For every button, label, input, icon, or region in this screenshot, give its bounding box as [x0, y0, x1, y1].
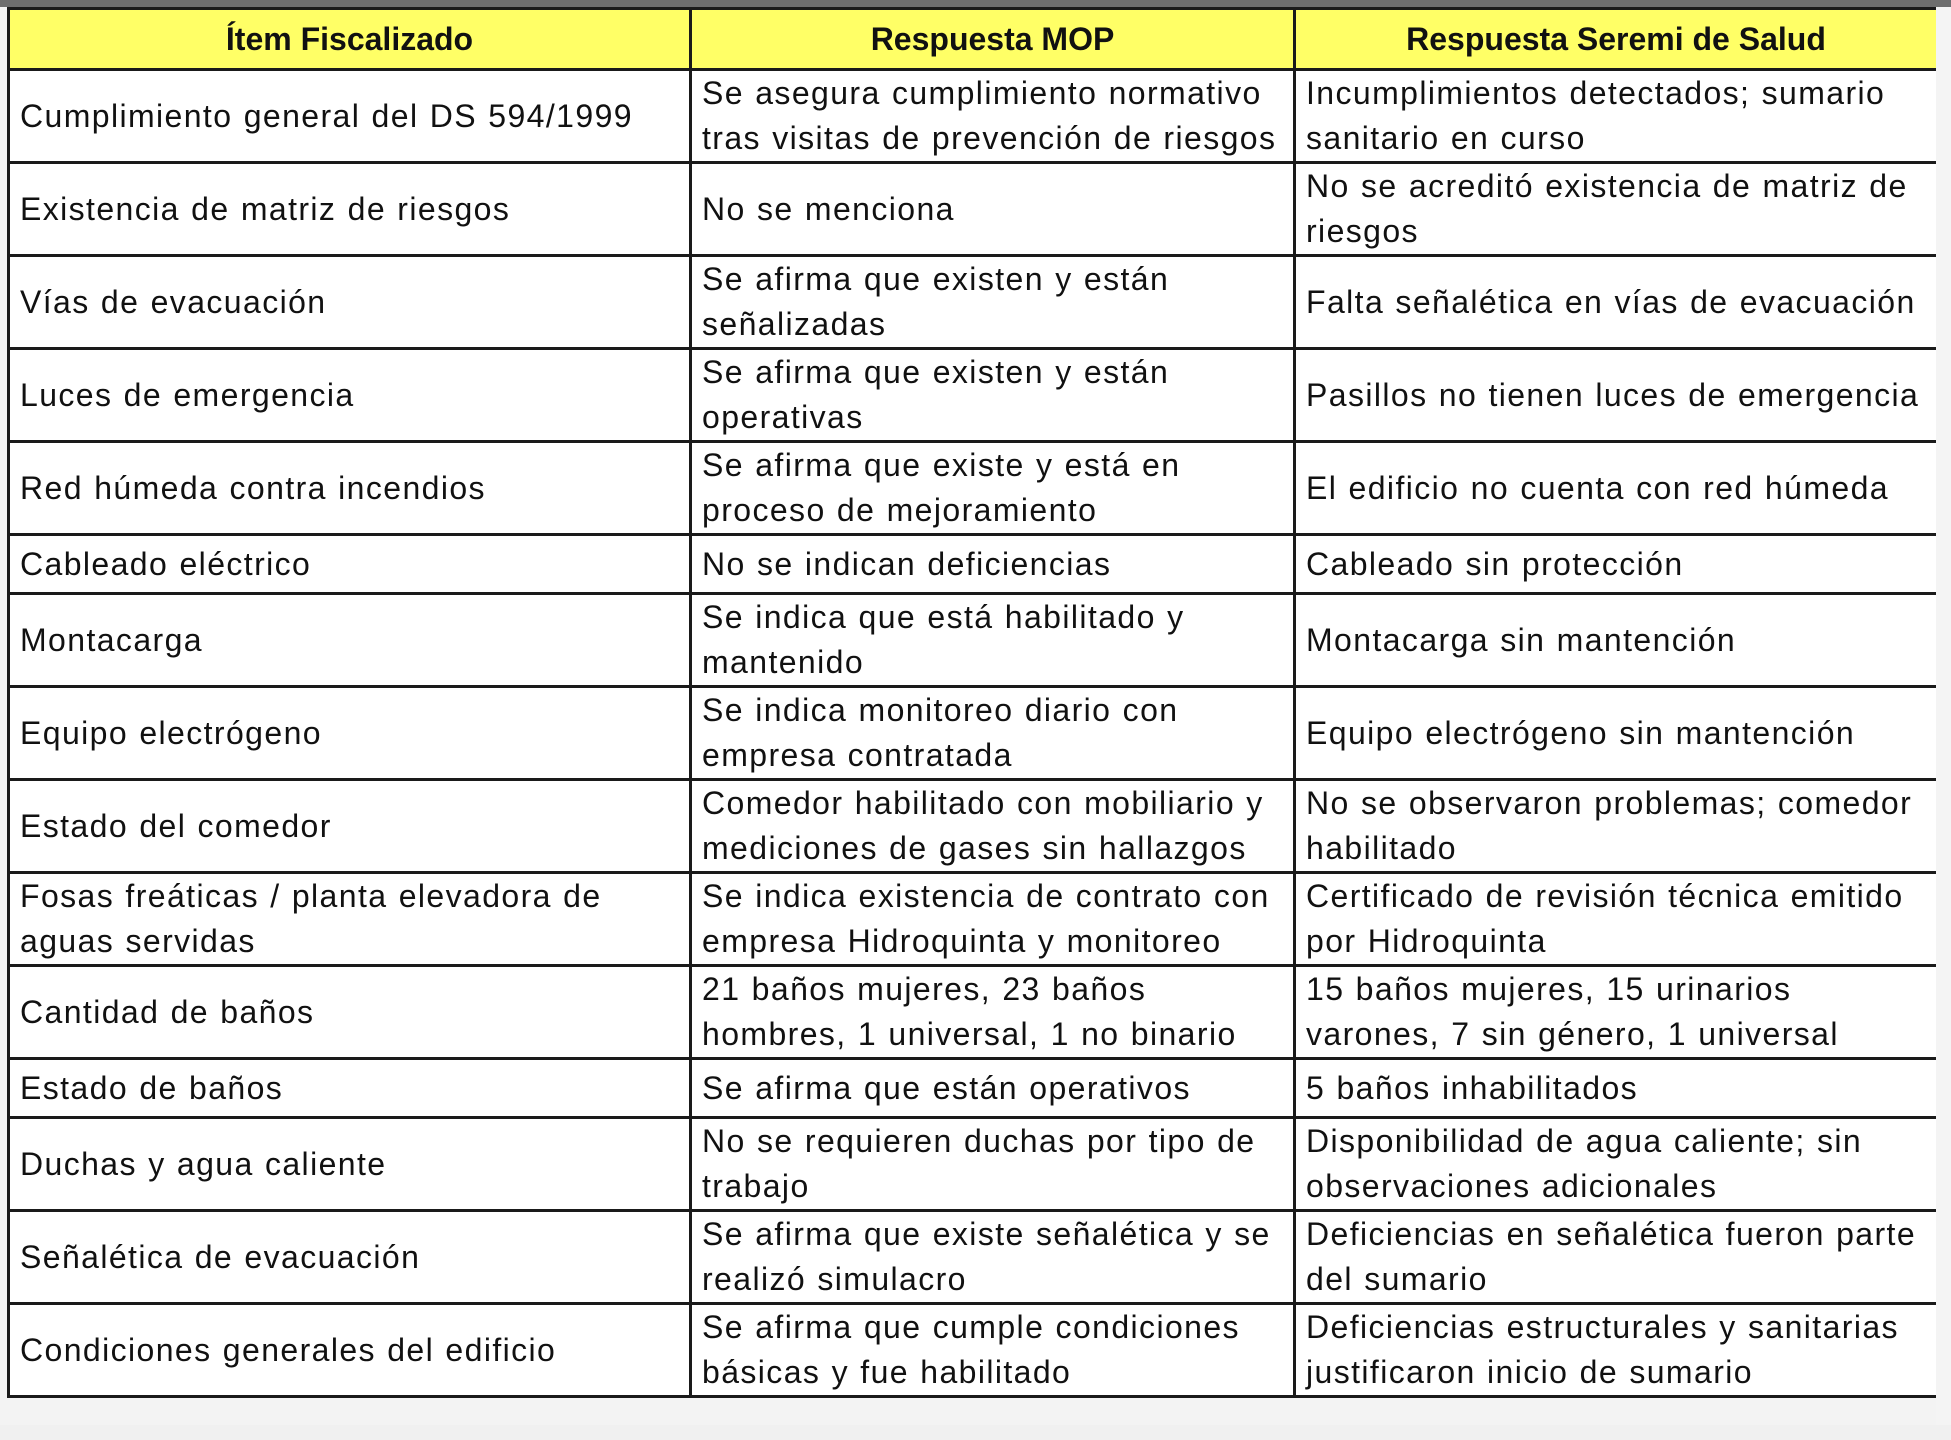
table-row: [9, 256, 1938, 349]
mop-response-cell[interactable]: No se indican deficiencias: [691, 535, 1295, 594]
table-row: [9, 687, 1938, 780]
item-cell[interactable]: Fosas freáticas / planta elevadora de aguas servidas: [9, 873, 691, 966]
table-row: [9, 780, 1938, 873]
seremi-response-cell[interactable]: Montacarga sin mantención: [1295, 594, 1938, 687]
seremi-response-cell[interactable]: Incumplimientos detectados; sumario sanitario en curso: [1295, 70, 1938, 163]
table-row: [9, 535, 1938, 594]
table-row: [9, 442, 1938, 535]
mop-response-cell[interactable]: 21 baños mujeres, 23 baños hombres, 1 universal, 1 no binario: [691, 966, 1295, 1059]
mop-response-cell[interactable]: Se afirma que están operativos: [691, 1059, 1295, 1118]
seremi-response-cell[interactable]: Deficiencias estructurales y sanitarias justificaron inicio de sumario: [1295, 1304, 1938, 1397]
header-row: [9, 9, 1938, 70]
table-row: [9, 163, 1938, 256]
table-row: [9, 1059, 1938, 1118]
item-cell[interactable]: Montacarga: [9, 594, 691, 687]
header-cell-mop[interactable]: Respuesta MOP: [691, 9, 1295, 70]
seremi-response-cell[interactable]: Falta señalética en vías de evacuación: [1295, 256, 1938, 349]
seremi-response-cell[interactable]: Equipo electrógeno sin mantención: [1295, 687, 1938, 780]
item-cell[interactable]: Cantidad de baños: [9, 966, 691, 1059]
seremi-response-cell[interactable]: Pasillos no tienen luces de emergencia: [1295, 349, 1938, 442]
table-row: [9, 1211, 1938, 1304]
bottom-gutter: [0, 1425, 1951, 1440]
item-cell[interactable]: Señalética de evacuación: [9, 1211, 691, 1304]
table-row: [9, 873, 1938, 966]
table-row: [9, 349, 1938, 442]
mop-response-cell[interactable]: Se indica que está habilitado y mantenido: [691, 594, 1295, 687]
item-cell[interactable]: Equipo electrógeno: [9, 687, 691, 780]
item-cell[interactable]: Red húmeda contra incendios: [9, 442, 691, 535]
item-cell[interactable]: Cableado eléctrico: [9, 535, 691, 594]
comparison-table: [7, 7, 1939, 1398]
table-row: [9, 1118, 1938, 1211]
header-cell-seremi[interactable]: Respuesta Seremi de Salud: [1295, 9, 1938, 70]
item-cell[interactable]: Estado del comedor: [9, 780, 691, 873]
mop-response-cell[interactable]: No se menciona: [691, 163, 1295, 256]
seremi-response-cell[interactable]: Disponibilidad de agua caliente; sin observaciones adicionales: [1295, 1118, 1938, 1211]
mop-response-cell[interactable]: No se requieren duchas por tipo de trabajo: [691, 1118, 1295, 1211]
table-row: [9, 966, 1938, 1059]
seremi-response-cell[interactable]: No se acreditó existencia de matriz de riesgos: [1295, 163, 1938, 256]
item-cell[interactable]: Cumplimiento general del DS 594/1999: [9, 70, 691, 163]
mop-response-cell[interactable]: Se afirma que existen y están señalizadas: [691, 256, 1295, 349]
seremi-response-cell[interactable]: No se observaron problemas; comedor habilitado: [1295, 780, 1938, 873]
table-row: [9, 1304, 1938, 1397]
seremi-response-cell[interactable]: Cableado sin protección: [1295, 535, 1938, 594]
item-cell[interactable]: Existencia de matriz de riesgos: [9, 163, 691, 256]
item-cell[interactable]: Estado de baños: [9, 1059, 691, 1118]
right-gutter: [1936, 7, 1951, 1425]
item-cell[interactable]: Luces de emergencia: [9, 349, 691, 442]
seremi-response-cell[interactable]: 15 baños mujeres, 15 urinarios varones, 7 sin género, 1 universal: [1295, 966, 1938, 1059]
item-cell[interactable]: Vías de evacuación: [9, 256, 691, 349]
mop-response-cell[interactable]: Comedor habilitado con mobiliario y mediciones de gases sin hallazgos: [691, 780, 1295, 873]
seremi-response-cell[interactable]: Deficiencias en señalética fueron parte del sumario: [1295, 1211, 1938, 1304]
mop-response-cell[interactable]: Se afirma que existen y están operativas: [691, 349, 1295, 442]
table-row: [9, 594, 1938, 687]
header-cell-item[interactable]: Ítem Fiscalizado: [9, 9, 691, 70]
mop-response-cell[interactable]: Se afirma que existe señalética y se realizó simulacro: [691, 1211, 1295, 1304]
item-cell[interactable]: Duchas y agua caliente: [9, 1118, 691, 1211]
mop-response-cell[interactable]: Se indica existencia de contrato con empresa Hidroquinta y monitoreo: [691, 873, 1295, 966]
mop-response-cell[interactable]: Se afirma que cumple condiciones básicas y fue habilitado: [691, 1304, 1295, 1397]
seremi-response-cell[interactable]: Certificado de revisión técnica emitido por Hidroquinta: [1295, 873, 1938, 966]
mop-response-cell[interactable]: Se asegura cumplimiento normativo tras visitas de prevención de riesgos: [691, 70, 1295, 163]
mop-response-cell[interactable]: Se afirma que existe y está en proceso de mejoramiento: [691, 442, 1295, 535]
seremi-response-cell[interactable]: El edificio no cuenta con red húmeda: [1295, 442, 1938, 535]
mop-response-cell[interactable]: Se indica monitoreo diario con empresa contratada: [691, 687, 1295, 780]
seremi-response-cell[interactable]: 5 baños inhabilitados: [1295, 1059, 1938, 1118]
table-row: [9, 70, 1938, 163]
item-cell[interactable]: Condiciones generales del edificio: [9, 1304, 691, 1397]
top-border-strip: [0, 0, 1951, 7]
